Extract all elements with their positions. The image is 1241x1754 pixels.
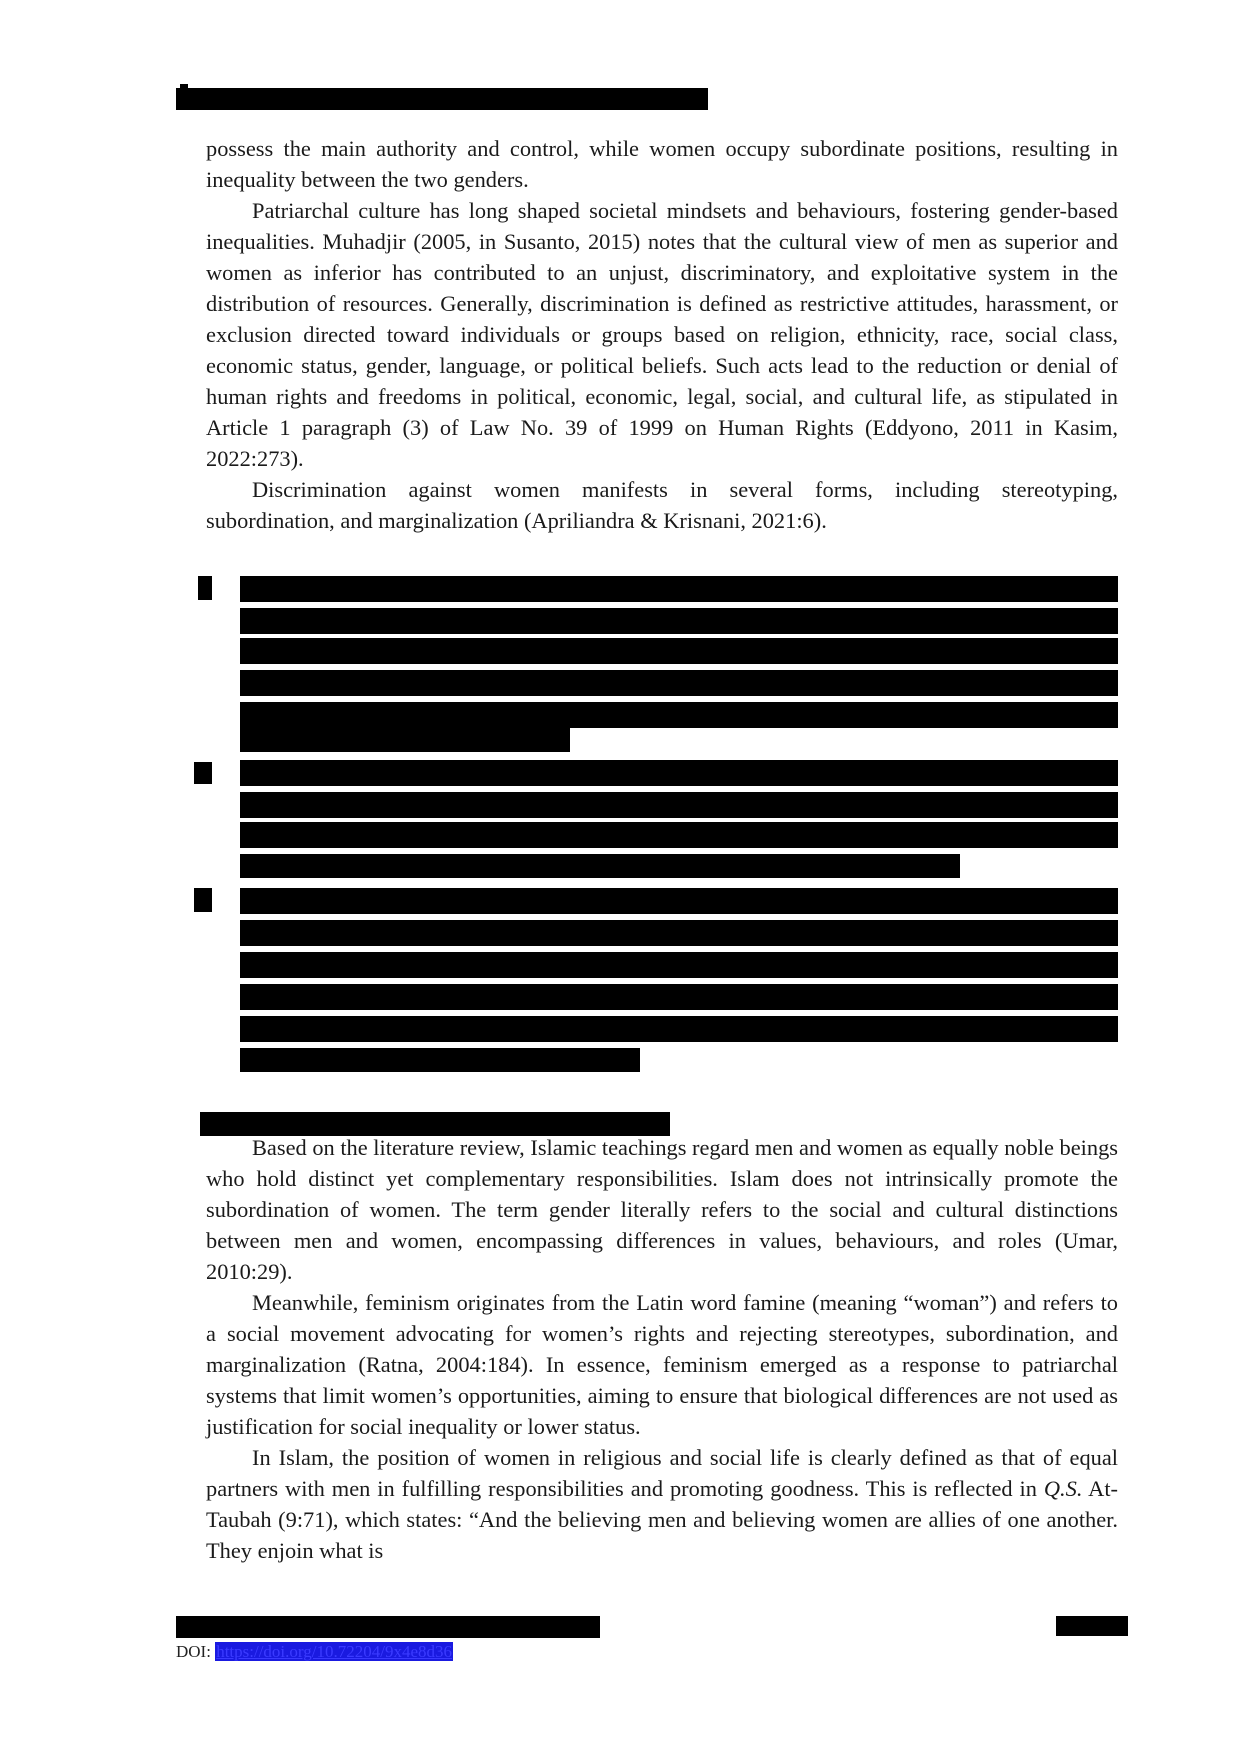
footer-doi	[176, 1642, 453, 1662]
redacted-line	[240, 888, 1118, 914]
redacted-line	[240, 952, 1118, 978]
redacted-line	[240, 984, 1118, 1010]
redacted-line	[240, 1048, 640, 1072]
paragraph-5: Meanwhile, feminism originates from the Latin word famine (meaning “woman”) and refers to a social movement advocating for women’s rights and rejecting stereotypes, subordination, and marginalization (Ratna, 2004:184). In essence, feminism emerged as a response to patriarchal systems that limit women’s opportunities, aiming to ensure that biological differences are not used as justification for social inequality or lower status.	[206, 1290, 1118, 1439]
doi-label: DOI:	[176, 1642, 216, 1661]
redacted-line	[240, 576, 1118, 602]
paragraph-4: Based on the literature review, Islamic teachings regard men and women as equally noble beings who hold distinct yet complementary responsibilities. Islam does not intrinsically promote the subordination of women. The term gender literally refers to the social and cultural distinctions between men and women, encompassing differences in values, behaviours, and roles (Umar, 2010:29).	[206, 1135, 1118, 1284]
redacted-line	[240, 1016, 1118, 1042]
paragraph-6-part-1: In Islam, the position of women in religious and social life is clearly defined as that of equal partners with men in fulfilling responsibilities and promoting goodness. This is reflected in	[206, 1445, 1118, 1501]
page-number-redacted	[1056, 1616, 1128, 1636]
redacted-line	[240, 822, 1118, 848]
paragraph-6-italic: Q.S.	[1043, 1476, 1083, 1501]
redacted-line	[240, 670, 1118, 696]
redacted-line	[240, 792, 1118, 818]
redacted-line	[240, 854, 960, 878]
list-marker-redacted	[194, 762, 212, 784]
running-header-redacted	[176, 88, 708, 110]
redacted-line	[240, 702, 1118, 728]
footer-journal-redacted	[176, 1616, 600, 1638]
body-text-top	[206, 133, 1118, 536]
paragraph-3: Discrimination against women manifests in several forms, including stereotyping, subordination, and marginalization (Apriliandra & Krisnani, 2021:6).	[206, 477, 1118, 533]
paragraph-2: Patriarchal culture has long shaped societal mindsets and behaviours, fostering gender-based inequalities. Muhadjir (2005, in Susanto, 2015) notes that the cultural view of men as superior and women as inferior has contributed to an unjust, discriminatory, and exploitative system in the distribution of resources. Generally, discrimination is defined as restrictive attitudes, harassment, or exclusion directed toward individuals or groups based on religion, ethnicity, race, social class, economic status, gender, language, or political beliefs. Such acts lead to the reduction or denial of human rights and freedoms in political, economic, legal, social, and cultural life, as stipulated in Article 1 paragraph (3) of Law No. 39 of 1999 on Human Rights (Eddyono, 2011 in Kasim, 2022:273).	[206, 198, 1118, 471]
list-marker-redacted	[198, 576, 212, 600]
list-marker-redacted	[194, 888, 212, 912]
doi-link[interactable]: https://doi.org/10.72204/9x4e8d36	[216, 1642, 453, 1661]
paragraph-6-part-2: At-Taubah (9:71), which states: “And the believing men and believing women are allies of one another. They enjoin what is	[206, 1476, 1119, 1563]
redacted-line	[240, 728, 570, 752]
running-header-redacted	[180, 84, 188, 90]
redacted-line	[240, 608, 1118, 634]
redacted-line	[240, 638, 1118, 664]
redacted-line	[240, 760, 1118, 786]
paragraph-1: possess the main authority and control, while women occupy subordinate positions, resulting in inequality between the two genders.	[206, 136, 1118, 192]
body-text-bottom	[206, 1132, 1118, 1566]
paragraph-6	[206, 1442, 1118, 1566]
redacted-line	[240, 920, 1118, 946]
